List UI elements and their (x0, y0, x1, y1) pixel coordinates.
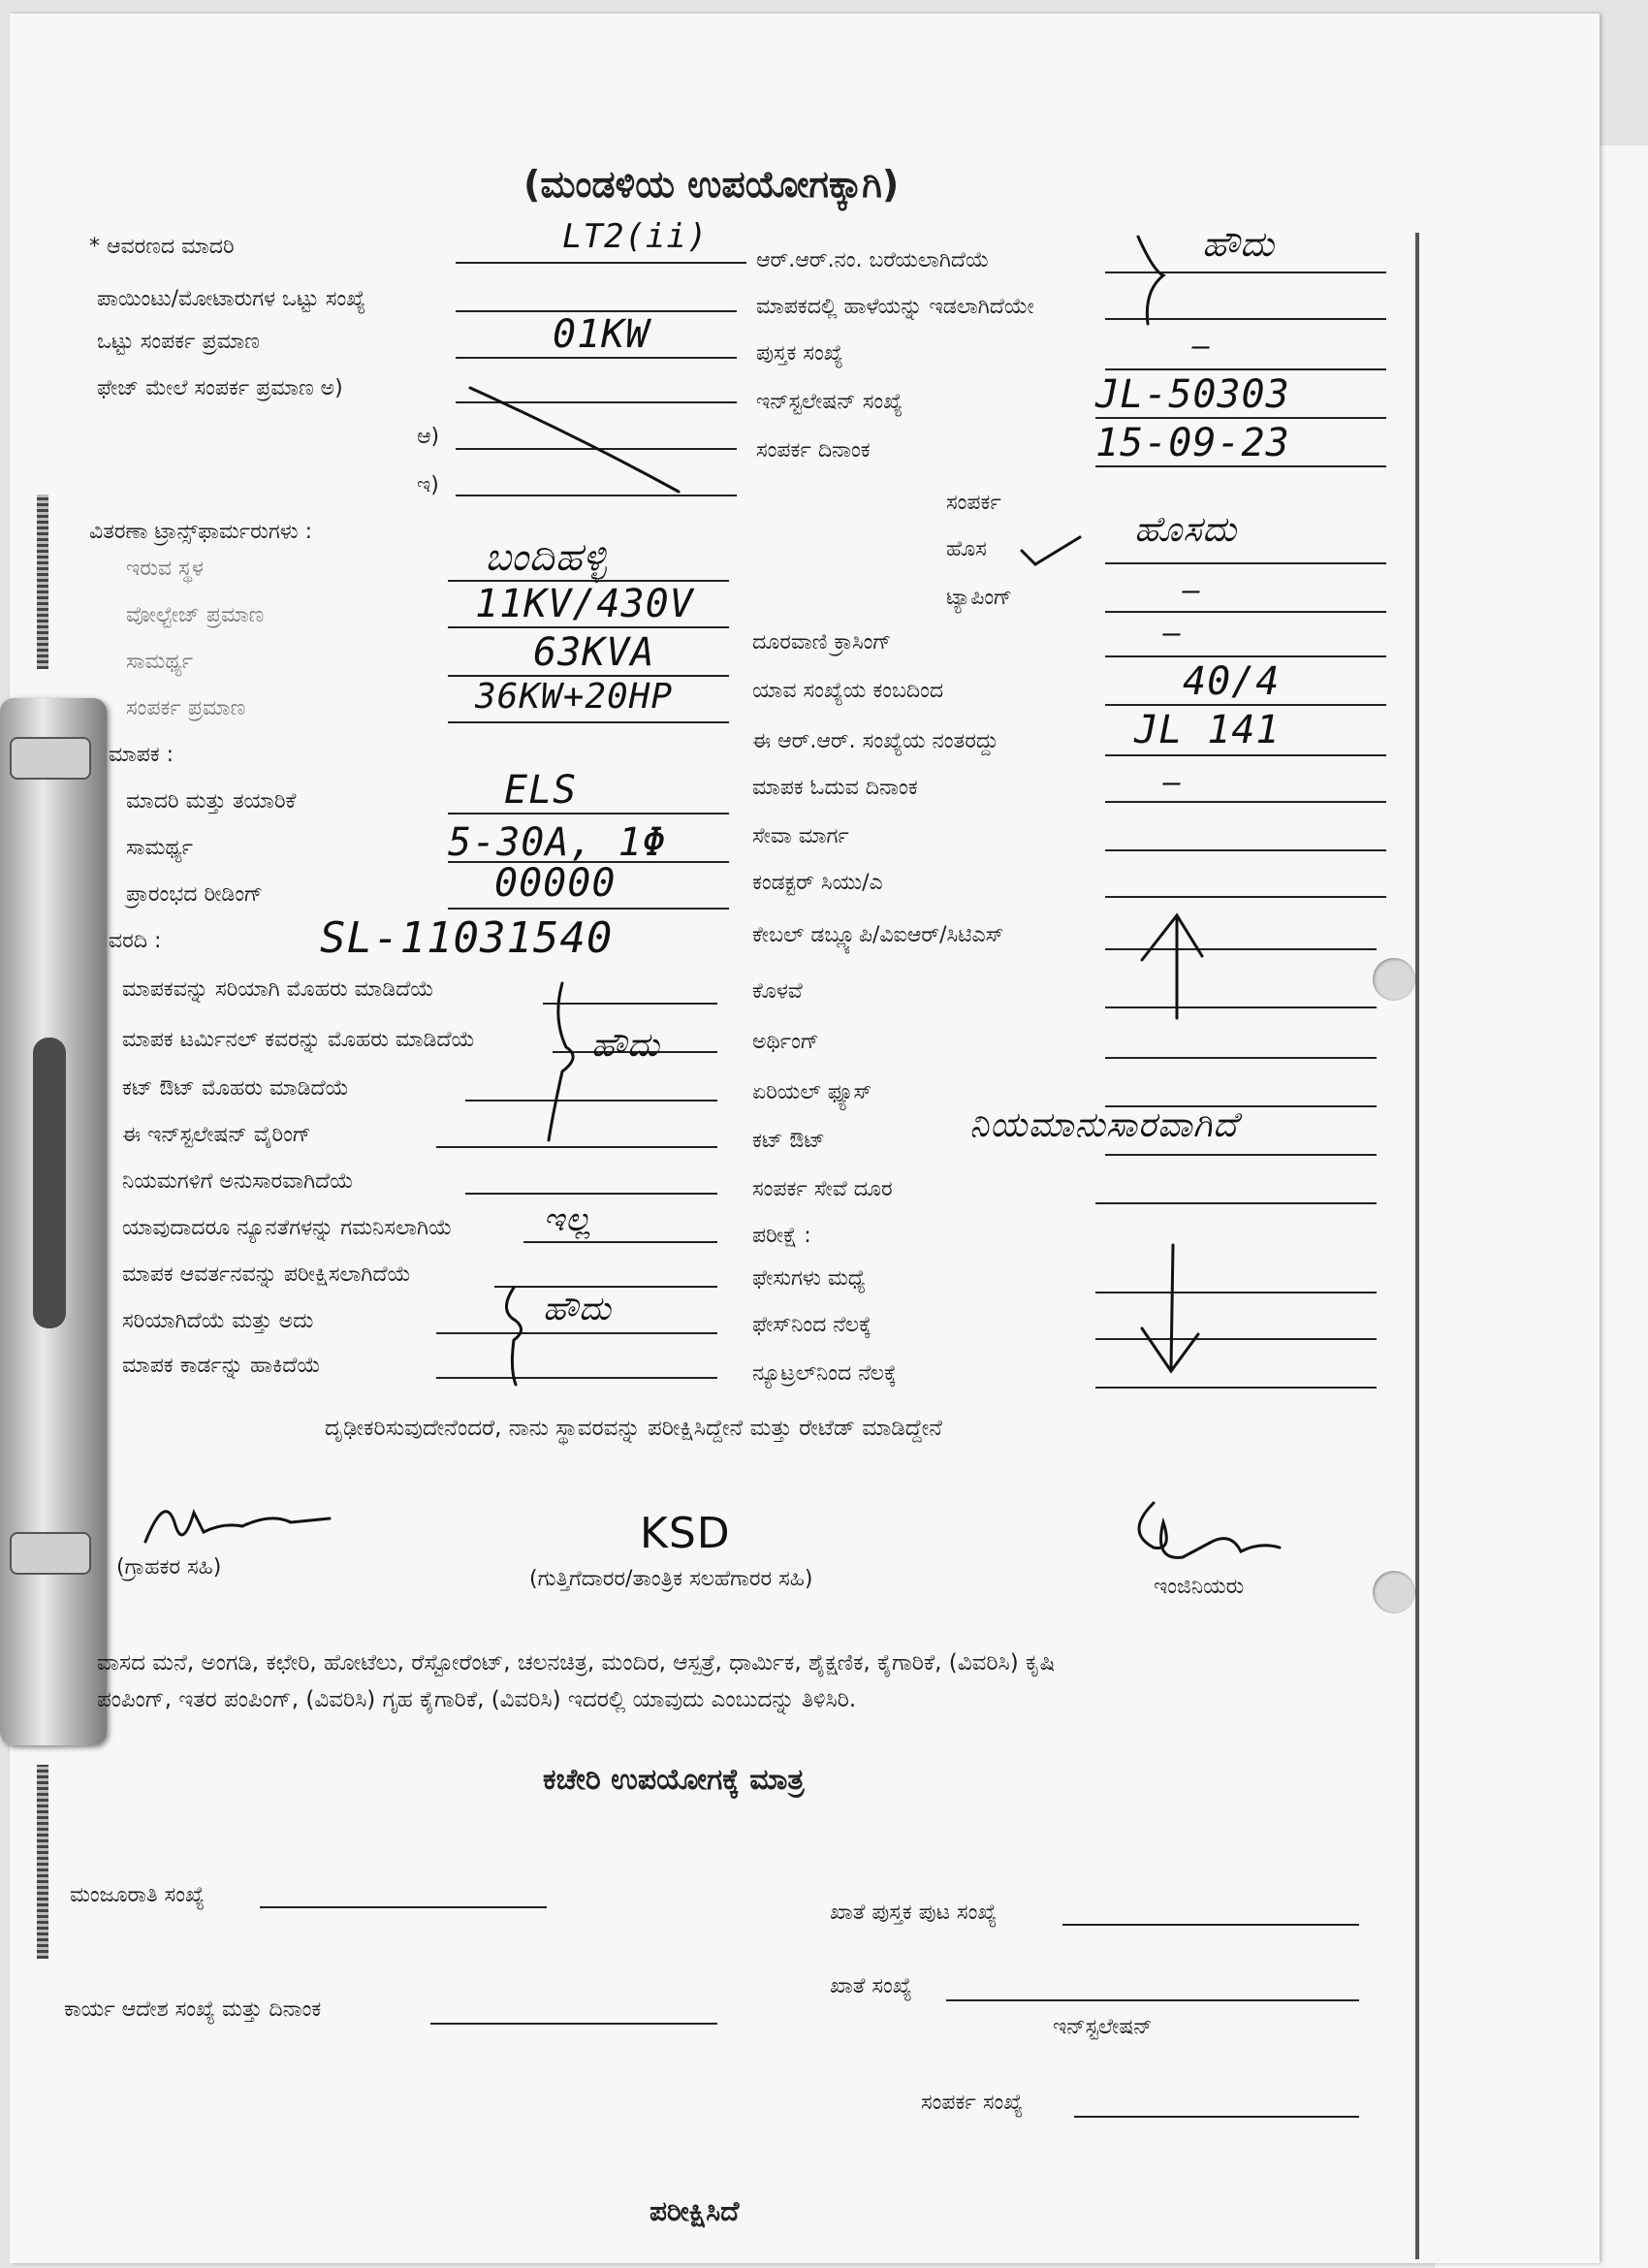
handwritten-answer: ಹೌದು (543, 1290, 612, 1328)
field-label: ದೂರವಾಣಿ ಕ್ರಾಸಿಂಗ್ (752, 630, 892, 655)
field-label: ಪುಸ್ತಕ ಸಂಖ್ಯೆ (756, 341, 843, 366)
field-label: ಫೇಸ್‌ನಿಂದ ನೆಲಕ್ಕೆ (752, 1313, 872, 1337)
field-line[interactable] (448, 721, 729, 723)
field-label: ಮಾಪಕ ಕಾರ್ಡನ್ನು ಹಾಕಿದೆಯೆ (122, 1354, 321, 1378)
punch-hole (1373, 958, 1415, 1001)
checked-label: ಪರೀಕ್ಷಿಸಿದೆ (650, 2195, 740, 2227)
section-heading: ಪರೀಕ್ಷೆ : (752, 1224, 811, 1248)
field-label: ಸಾಮರ್ಥ್ಯ (126, 836, 194, 860)
handwritten-answer: ಇಲ್ಲ (543, 1200, 592, 1239)
field-label: ಒಟ್ಟು ಸಂಪರ್ಕ ಪ್ರಮಾಣ (97, 330, 260, 354)
field-label: ಮಾಪಕ ಆವರ್ತನವನ್ನು ಪರೀಕ್ಷಿಸಲಾಗಿದೆಯೆ (122, 1262, 411, 1287)
handwritten-value: 5-30A, 1Φ (448, 820, 667, 865)
field-line[interactable] (448, 626, 729, 628)
handwritten-value: JL 141 (1134, 708, 1281, 752)
field-label: ಫೇಜ್ ಮೇಲೆ ಸಂಪರ್ಕ ಪ್ರಮಾಣ ಅ) (97, 376, 343, 400)
meter-serial-handwritten: SL-11031540 (320, 913, 614, 963)
field-label: ಪಾಯಿಂಟು/ಮೋಟಾರುಗಳ ಒಟ್ಟು ಸಂಖ್ಯೆ (97, 287, 366, 311)
field-label: ಸಂಪರ್ಕ ಸೇವೆ ದೂರ (752, 1177, 893, 1201)
field-label: ಇರುವ ಸ್ಥಳ (126, 557, 204, 581)
field-label: ಪ್ರಾರಂಭದ ರೀಡಿಂಗ್ (126, 882, 264, 907)
field-label: ಫೇಸುಗಳು ಮಧ್ಯೆ (752, 1266, 866, 1291)
field-line[interactable] (1105, 611, 1386, 613)
field-label: ನಿಯಮಗಳಿಗೆ ಅನುಸಾರವಾಗಿದೆಯೆ (122, 1169, 354, 1194)
field-label: ಮಾಪಕ ಓದುವ ದಿನಾಂಕ (752, 776, 918, 800)
field-line[interactable] (1105, 849, 1386, 851)
field-label: ಯಾವ ಸಂಖ್ಯೆಯ ಕಂಬದಿಂದ (752, 679, 944, 703)
field-label: ಸರಿಯಾಗಿದೆಯೆ ಮತ್ತು ಅದು (122, 1309, 314, 1333)
field-label: ಕಟ್ ಔಟ್ ಮೊಹರು ಮಾಡಿದೆಯೆ (122, 1076, 349, 1101)
field-label: ಖಾತೆ ಸಂಖ್ಯೆ (830, 1974, 912, 1998)
office-use-title: ಕಚೇರಿ ಉಪಯೋಗಕ್ಕೆ ಮಾತ್ರ (543, 1763, 805, 1797)
handwritten-value: — (1163, 766, 1183, 800)
field-label: ಸಾಮರ್ಥ್ಯ (126, 650, 194, 674)
account-no-field[interactable] (946, 1999, 1359, 2001)
field-line[interactable] (523, 1241, 717, 1243)
field-label: ಮಾಪಕ ಟರ್ಮಿನಲ್ ಕವರನ್ನು ಮೊಹರು ಮಾಡಿದೆಯೆ (122, 1028, 475, 1052)
field-label: ಮಾದರಿ ಮತ್ತು ತಯಾರಿಕೆ (126, 789, 297, 814)
handwritten-value: 40/4 (1183, 659, 1281, 704)
field-line[interactable] (448, 908, 729, 910)
field-line[interactable] (436, 1146, 717, 1148)
section-heading: ವಿತರಣಾ ಟ್ರಾನ್ಸ್‌ಫಾರ್ಮರುಗಳು : (89, 520, 313, 544)
field-label: ಟ್ಯಾಪಿಂಗ್ (946, 586, 1013, 610)
ledger-page-field[interactable] (1062, 1924, 1359, 1926)
field-label: ಸೇವಾ ಮಾರ್ಗ (752, 824, 849, 848)
field-label: ಕೇಬಲ್ ಡಬ್ಲ್ಯೂಪಿ/ವಿಐಆರ್/ಸಿಟಿಎಸ್ (752, 923, 1004, 947)
field-label: ಇನ್‌ಸ್ಟಲೇಷನ್ ಸಂಖ್ಯೆ (756, 390, 903, 414)
usage-note: ಪಂಪಿಂಗ್, ಇತರ ಪಂಪಿಂಗ್, (ವಿವರಿಸಿ) ಗೃಹ ಕೈಗಾರಿಕೆ, (ವಿವರಿಸಿ) ಇದರಲ್ಲಿ ಯಾವುದು ಎಂಬುದನ್ನು ತಿಳಿಸಿರಿ. (97, 1687, 857, 1712)
contractor-signature: KSD (640, 1509, 731, 1558)
work-order-field[interactable] (430, 2023, 717, 2025)
field-line[interactable] (1105, 318, 1386, 320)
handwritten-value: — (1183, 574, 1202, 608)
up-arrow-mark (1134, 911, 1212, 1028)
field-line[interactable] (465, 1193, 717, 1195)
field-label: ಮಾಪಕದಲ್ಲಿ ಹಾಳೆಯನ್ನು ಇಡಲಾಗಿದೆಯೇ (756, 295, 1034, 319)
engineer-signature (1125, 1493, 1299, 1581)
section-heading: ವರದಿ : (109, 929, 162, 953)
handwritten-value: ಹೊಸದು (1134, 510, 1238, 550)
sheet-edge (1415, 233, 1419, 2259)
handwritten-value: LT2(ii) (562, 217, 709, 256)
handwritten-answer: ಹೌದು (591, 1026, 660, 1065)
engineer-signature-label: ಇಂಜಿನಿಯರು (1154, 1575, 1245, 1599)
field-label: ಕೊಳವೆ (752, 979, 803, 1004)
field-line[interactable] (1095, 465, 1386, 467)
binder-clip (0, 698, 107, 1745)
handwritten-value: — (1163, 617, 1183, 651)
binder-spring (37, 1765, 48, 1959)
section-heading: ಮಾಪಕ : (109, 743, 174, 767)
brace-mark (1125, 233, 1183, 330)
check-mark (1018, 531, 1086, 570)
field-label: ನ್ಯೂಟ್ರಲ್‌ನಿಂದ ನೆಲಕ್ಕೆ (752, 1361, 897, 1386)
field-line[interactable] (1105, 1057, 1377, 1059)
field-label: ಸಂಪರ್ಕ (946, 491, 1001, 515)
field-label: ಮಂಜೂರಾತಿ ಸಂಖ್ಯೆ (70, 1883, 205, 1907)
page-title: (ಮಂಡಳಿಯ ಉಪಯೋಗಕ್ಕಾಗಿ) (523, 163, 900, 206)
customer-signature-label: (ಗ್ರಾಹಕರ ಸಹಿ) (116, 1555, 222, 1580)
field-line[interactable] (436, 1377, 717, 1379)
field-line[interactable] (1105, 368, 1386, 370)
field-label: ಮಾಪಕವನ್ನು ಸರಿಯಾಗಿ ಮೊಹರು ಮಾಡಿದೆಯೆ (122, 977, 434, 1002)
customer-signature (136, 1484, 349, 1561)
strike-through-mark (465, 380, 698, 496)
field-label: ಈ ಆರ್.ಆರ್. ಸಂಖ್ಯೆಯ ನಂತರದ್ದು (752, 729, 999, 753)
field-line[interactable] (1105, 704, 1386, 706)
sanction-no-field[interactable] (260, 1906, 547, 1908)
field-line[interactable] (1105, 754, 1386, 756)
handwritten-value: 63KVA (533, 630, 655, 675)
field-line[interactable] (1105, 801, 1386, 803)
field-label: ಸಂಪರ್ಕ ಪ್ರಮಾಣ (126, 696, 246, 720)
field-label: ಖಾತೆ ಪುಸ್ತಕ ಪುಟ ಸಂಖ್ಯೆ (830, 1901, 998, 1925)
certification-statement: ದೃಢೀಕರಿಸುವುದೇನೆಂದರೆ, ನಾನು ಸ್ಥಾವರವನ್ನು ಪರೀಕ್ಷಿಸಿದ್ದೇನೆ ಮತ್ತು ರೇಟೆಡ್ ಮಾಡಿದ್ದೇನೆ (325, 1416, 942, 1441)
binder-spring (37, 495, 48, 669)
handwritten-value: ಬಂದಿಹಳ್ಳಿ (485, 535, 608, 580)
field-line[interactable] (1095, 1387, 1377, 1389)
field-label: ಏರಿಯಲ್ ಫ್ಯೂಸ್ (752, 1080, 872, 1104)
field-line[interactable] (456, 262, 746, 264)
handwritten-value: JL-50303 (1095, 372, 1290, 417)
field-label: ಇ) (417, 473, 439, 497)
field-line[interactable] (436, 1332, 717, 1334)
usage-note: ವಾಸದ ಮನೆ, ಅಂಗಡಿ, ಕಛೇರಿ, ಹೋಟೆಲು, ರೆಸ್ಟೋರೆಂಟ್, ಚಲನಚಿತ್ರ, ಮಂದಿರ, ಆಸ್ಪತ್ರೆ, ಧಾರ್ಮಿಕ, ಶೈಕ್ಷಣಿಕ, ಕೈಗಾರಿಕೆ, (ವಿವರಿಸಿ) ಕೃಷಿ (97, 1650, 1056, 1676)
field-line[interactable] (1105, 896, 1386, 898)
punch-hole (1373, 1571, 1415, 1613)
handwritten-value: 15-09-23 (1095, 421, 1290, 465)
handwritten-value: 01KW (553, 312, 650, 357)
field-line[interactable] (1105, 1154, 1377, 1156)
handwritten-value: ELS (504, 768, 578, 813)
field-label: ಕಟ್ ಔಟ್ (752, 1129, 825, 1153)
field-label: ಕಾರ್ಯ ಆದೇಶ ಸಂಖ್ಯೆ ಮತ್ತು ದಿನಾಂಕ (64, 1997, 322, 2022)
field-label: ಇನ್‌ಸ್ಟಲೇಷನ್ (1053, 2015, 1153, 2039)
handwritten-value: 11KV/430V (475, 582, 694, 626)
handwritten-value: ಹೌದು (1202, 225, 1276, 265)
down-arrow-mark (1134, 1241, 1212, 1377)
field-label: ಯಾವುದಾದರೂ ನ್ಯೂನತೆಗಳನ್ನು ಗಮನಿಸಲಾಗಿಯೆ (122, 1216, 453, 1240)
connection-no-field[interactable] (1074, 2116, 1359, 2118)
field-line[interactable] (1105, 655, 1386, 657)
handwritten-value: 36KW+20HP (475, 677, 674, 717)
handwritten-value: ನಿಯಮಾನುಸಾರವಾಗಿದೆ (969, 1105, 1239, 1145)
field-label: ಸಂಪರ್ಕ ದಿನಾಂಕ (756, 438, 871, 463)
field-line[interactable] (1095, 417, 1386, 419)
field-label: ಆರ್.ಆರ್.ನಂ. ಬರೆಯಲಾಗಿದೆಯೆ (756, 248, 990, 272)
handwritten-value: 00000 (494, 861, 617, 906)
field-line[interactable] (1095, 1202, 1377, 1204)
contractor-signature-label: (ಗುತ್ತಿಗೆದಾರರ/ತಾಂತ್ರಿಕ ಸಲಹೆಗಾರರ ಸಹಿ) (529, 1567, 813, 1591)
field-label: ವೋಲ್ಟೇಜ್ ಪ್ರಮಾಣ (126, 603, 265, 627)
field-label: ಕಂಡಕ್ಟರ್ ಸಿಯು/ಎ (752, 871, 883, 895)
field-label: * ಆವರಣದ ಮಾದರಿ (89, 235, 235, 259)
field-line[interactable] (456, 357, 737, 359)
field-label: ಈ ಇನ್‌ಸ್ಟಲೇಷನ್ ವೈರಿಂಗ್ (122, 1123, 311, 1147)
handwritten-value: — (1192, 330, 1212, 364)
field-label: ಆ) (417, 425, 440, 449)
field-label: ಅರ್ಥಿಂಗ್ (752, 1030, 819, 1054)
field-label: ಸಂಪರ್ಕ ಸಂಖ್ಯೆ (921, 2091, 1024, 2115)
field-line[interactable] (1105, 562, 1386, 564)
field-label: ಹೊಸ (946, 537, 987, 561)
field-line[interactable] (448, 813, 729, 815)
